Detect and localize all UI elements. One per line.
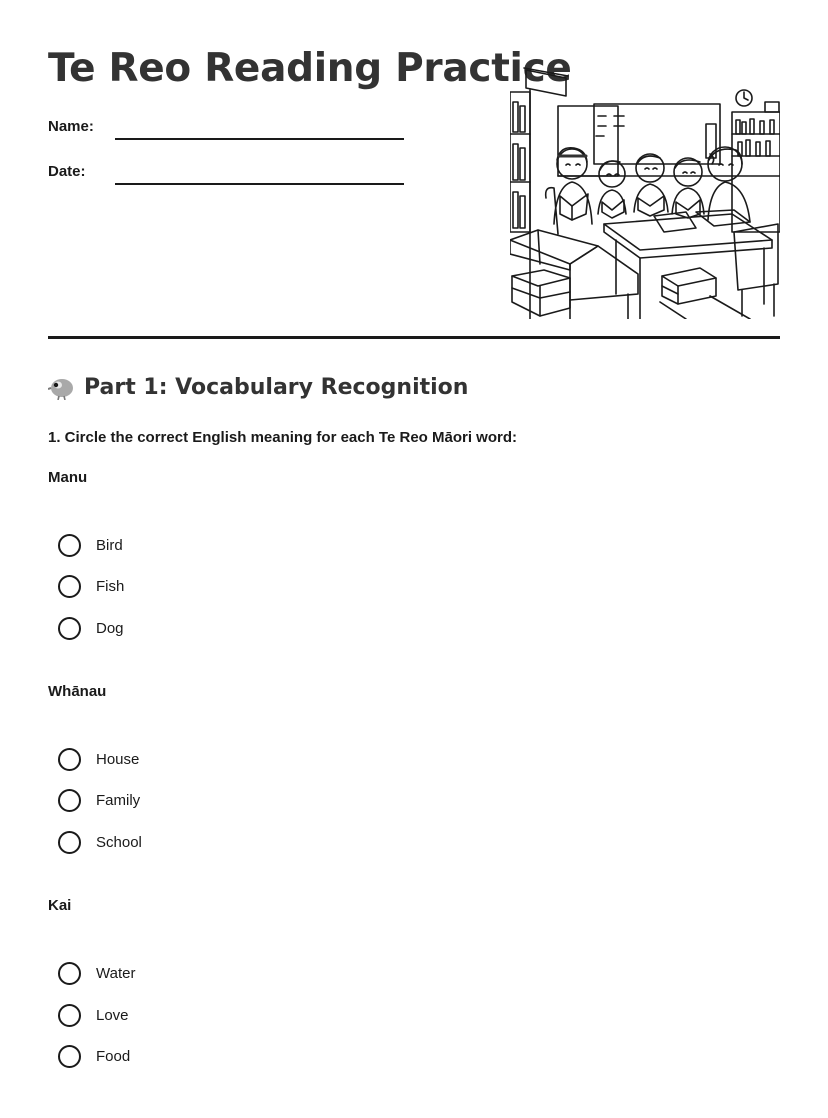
word-manu: Manu	[48, 469, 88, 486]
option-water[interactable]	[58, 960, 135, 986]
section-divider	[48, 336, 780, 339]
name-field[interactable]	[48, 118, 408, 148]
part1-heading	[48, 374, 468, 400]
name-line[interactable]	[115, 138, 404, 140]
word-whanau: Whānau	[48, 683, 107, 700]
date-line[interactable]	[115, 183, 404, 185]
part1-heading-text: Part 1: Vocabulary Recognition	[84, 374, 469, 400]
option-fish[interactable]	[58, 573, 124, 599]
option-family[interactable]	[58, 787, 140, 813]
question-instruction: 1. Circle the correct English meaning for each Te Reo Māori word:	[48, 429, 517, 446]
page-title: Te Reo Reading Practice	[48, 46, 572, 91]
option-love[interactable]	[58, 1002, 129, 1028]
option-circle[interactable]	[58, 1045, 81, 1068]
date-field[interactable]	[48, 163, 408, 193]
option-circle[interactable]	[58, 831, 81, 854]
option-label: School	[96, 833, 142, 851]
option-circle[interactable]	[58, 534, 81, 557]
option-dog[interactable]	[58, 615, 124, 641]
option-label: Family	[96, 791, 141, 809]
kiwi-bird-icon	[48, 374, 76, 400]
option-label: Fish	[96, 577, 125, 595]
children-reading-illustration	[510, 64, 780, 319]
option-circle[interactable]	[58, 789, 81, 812]
option-label: Love	[96, 1006, 129, 1024]
option-label: Water	[96, 964, 136, 982]
option-house[interactable]	[58, 746, 139, 772]
option-food[interactable]	[58, 1043, 130, 1069]
name-label: Name:	[48, 118, 94, 135]
option-label: Bird	[96, 536, 123, 554]
option-circle[interactable]	[58, 962, 81, 985]
option-circle[interactable]	[58, 1004, 81, 1027]
option-school[interactable]	[58, 829, 142, 855]
option-circle[interactable]	[58, 575, 81, 598]
option-bird[interactable]	[58, 532, 123, 558]
option-label: Dog	[96, 619, 124, 637]
word-kai: Kai	[48, 897, 72, 914]
option-label: House	[96, 750, 140, 768]
worksheet-page	[48, 0, 780, 1118]
option-circle[interactable]	[58, 617, 81, 640]
option-circle[interactable]	[58, 748, 81, 771]
date-label: Date:	[48, 163, 86, 180]
option-label: Food	[96, 1047, 131, 1065]
